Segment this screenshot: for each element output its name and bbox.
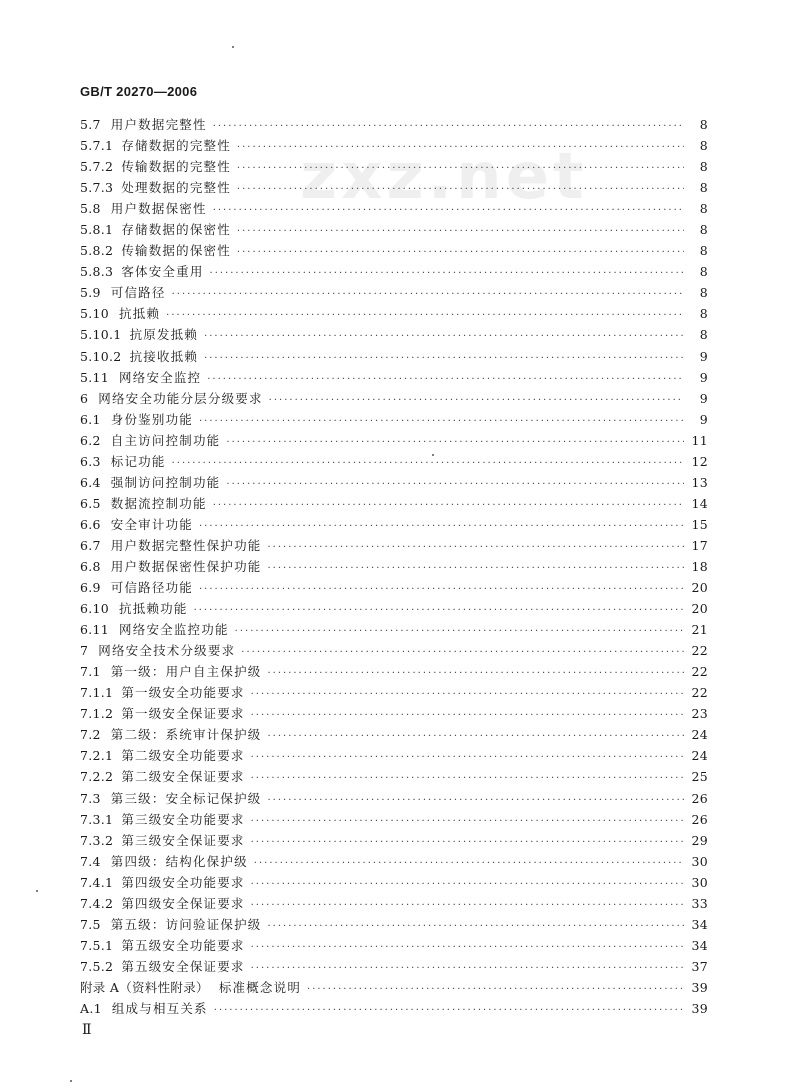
toc-section-number: 5.10 xyxy=(80,306,110,322)
toc-section-number: 附录 A（资料性附录） xyxy=(80,979,209,995)
toc-page-number: 22 xyxy=(691,664,708,680)
toc-section-title: 第四级：结构化保护级 xyxy=(110,853,248,869)
toc-section-title: 第五级安全功能要求 xyxy=(121,937,245,953)
toc-row xyxy=(80,388,708,409)
toc-section-title: 存储数据的保密性 xyxy=(121,222,231,238)
toc-leader-dots xyxy=(251,937,684,958)
toc-page-number: 20 xyxy=(691,601,708,617)
toc-row xyxy=(80,240,708,261)
toc-section-number: 6.9 xyxy=(80,580,101,596)
toc-section-number: 6.3 xyxy=(80,453,101,469)
toc-leader-dots xyxy=(204,326,684,347)
standard-code-header: GB/T 20270—2006 xyxy=(80,84,198,99)
toc-row xyxy=(80,682,708,703)
toc-row xyxy=(80,156,708,177)
toc-page-number: 26 xyxy=(691,811,708,827)
toc-row xyxy=(80,346,708,367)
table-of-contents xyxy=(80,114,708,1019)
toc-row xyxy=(80,577,708,598)
toc-section-title: 网络安全监控功能 xyxy=(119,622,229,638)
toc-page-number: 39 xyxy=(691,979,708,995)
scan-speck xyxy=(232,46,234,48)
toc-page-number: 22 xyxy=(691,643,708,659)
toc-row xyxy=(80,367,708,388)
toc-page-number: 8 xyxy=(699,264,708,280)
toc-page-number: 8 xyxy=(699,285,708,301)
toc-section-number: 5.8.3 xyxy=(80,264,114,280)
toc-section-number: A.1 xyxy=(80,1000,102,1016)
toc-page-number: 34 xyxy=(691,916,708,932)
toc-leader-dots xyxy=(207,369,684,390)
scan-speck xyxy=(36,890,38,892)
toc-row xyxy=(80,261,708,282)
toc-section-number: 6.7 xyxy=(80,537,101,553)
toc-leader-dots xyxy=(269,390,684,411)
toc-section-title: 安全审计功能 xyxy=(110,516,193,532)
toc-section-title: 第四级安全保证要求 xyxy=(121,895,245,911)
toc-leader-dots xyxy=(210,263,684,284)
toc-row xyxy=(80,703,708,724)
toc-section-number: 6.6 xyxy=(80,516,101,532)
toc-page-number: 8 xyxy=(699,243,708,259)
toc-section-number: 6.11 xyxy=(80,622,110,638)
toc-section-title: 强制访问控制功能 xyxy=(110,474,221,490)
scan-speck xyxy=(70,1080,72,1082)
toc-leader-dots xyxy=(204,348,684,369)
toc-section-number: 7.5.1 xyxy=(80,937,114,953)
toc-page-number: 30 xyxy=(691,874,708,890)
toc-page-number: 8 xyxy=(699,306,708,322)
toc-section-number: 6.4 xyxy=(80,474,101,490)
toc-section-number: 6.10 xyxy=(80,601,110,617)
toc-row xyxy=(80,135,708,156)
toc-section-title: 用户数据完整性保护功能 xyxy=(110,537,262,553)
toc-section-title: 第一级安全保证要求 xyxy=(121,706,245,722)
toc-row xyxy=(80,451,708,472)
toc-section-title: 第三级安全功能要求 xyxy=(121,811,245,827)
toc-section-title: 第四级安全功能要求 xyxy=(121,874,245,890)
toc-section-title: 网络安全功能分层分级要求 xyxy=(98,390,263,406)
toc-section-number: 6 xyxy=(80,390,89,406)
toc-section-number: 7.1.2 xyxy=(80,706,114,722)
toc-leader-dots xyxy=(172,284,684,305)
toc-section-title: 第五级安全保证要求 xyxy=(121,958,245,974)
toc-page-number: 33 xyxy=(691,895,708,911)
toc-leader-dots xyxy=(267,726,684,747)
toc-section-number: 7.1.1 xyxy=(80,685,114,701)
toc-row xyxy=(80,661,708,682)
toc-section-title: 第二级安全功能要求 xyxy=(121,748,245,764)
toc-leader-dots xyxy=(254,853,684,874)
toc-page-number: 9 xyxy=(699,411,708,427)
toc-section-title: 用户数据完整性 xyxy=(110,117,207,132)
toc-leader-dots xyxy=(251,684,684,705)
toc-page-number: 12 xyxy=(691,453,708,469)
scan-speck xyxy=(432,454,434,456)
toc-row xyxy=(80,219,708,240)
toc-page-number: 23 xyxy=(691,706,708,722)
toc-section-number: 7.2 xyxy=(80,727,101,743)
toc-page-number: 8 xyxy=(699,180,708,196)
toc-page-number: 17 xyxy=(691,537,708,553)
toc-section-number: 7.5.2 xyxy=(80,958,114,974)
toc-section-number: 5.7 xyxy=(80,117,101,132)
toc-leader-dots xyxy=(267,663,684,684)
toc-section-number: 7.4 xyxy=(80,853,101,869)
toc-row xyxy=(80,998,708,1019)
toc-page-number: 8 xyxy=(699,201,708,217)
toc-row xyxy=(80,766,708,787)
toc-row xyxy=(80,745,708,766)
toc-row xyxy=(80,724,708,745)
toc-section-title: 第五级：访问验证保护级 xyxy=(110,916,262,932)
toc-page-number: 39 xyxy=(691,1000,708,1016)
toc-page-number: 24 xyxy=(691,727,708,743)
toc-section-number: 5.10.2 xyxy=(80,348,122,364)
toc-section-number: 5.9 xyxy=(80,285,101,301)
toc-section-title: 身份鉴别功能 xyxy=(110,411,193,427)
toc-section-title: 用户数据保密性 xyxy=(110,201,207,217)
toc-row xyxy=(80,556,708,577)
toc-section-title: 抗接收抵赖 xyxy=(129,348,199,364)
toc-section-title: 自主访问控制功能 xyxy=(110,432,221,448)
toc-row xyxy=(80,324,708,345)
toc-leader-dots xyxy=(194,600,684,621)
toc-section-title: 网络安全技术分级要求 xyxy=(98,643,236,659)
toc-page-number: 22 xyxy=(691,685,708,701)
toc-section-title: 第二级：系统审计保护级 xyxy=(110,727,262,743)
toc-section-number: 7.2.2 xyxy=(80,769,114,785)
toc-section-number: 5.11 xyxy=(80,369,110,385)
page-number: Ⅱ xyxy=(82,1022,92,1038)
toc-section-title: 数据流控制功能 xyxy=(110,495,207,511)
toc-leader-dots xyxy=(213,116,684,137)
toc-leader-dots xyxy=(241,642,684,663)
toc-section-number: 5.7.3 xyxy=(80,180,114,196)
toc-row xyxy=(80,809,708,830)
toc-leader-dots xyxy=(237,137,684,158)
toc-page-number: 26 xyxy=(691,790,708,806)
toc-section-number: 5.10.1 xyxy=(80,327,122,343)
toc-row xyxy=(80,409,708,430)
toc-section-number: 5.7.1 xyxy=(80,138,114,154)
toc-section-number: 5.7.2 xyxy=(80,159,114,175)
toc-page-number: 8 xyxy=(699,117,708,132)
toc-page-number: 8 xyxy=(699,138,708,154)
toc-section-title: 传输数据的保密性 xyxy=(121,243,231,259)
toc-section-number: 7.3.2 xyxy=(80,832,114,848)
toc-page-number: 9 xyxy=(699,390,708,406)
toc-section-number: 6.2 xyxy=(80,432,101,448)
toc-section-title: 抗原发抵赖 xyxy=(129,327,199,343)
toc-section-title: 客体安全重用 xyxy=(121,264,204,280)
toc-section-number: 7.4.2 xyxy=(80,895,114,911)
toc-leader-dots xyxy=(237,242,684,263)
toc-section-number: 7.5 xyxy=(80,916,101,932)
toc-row xyxy=(80,598,708,619)
toc-page-number: 29 xyxy=(691,832,708,848)
toc-leader-dots xyxy=(251,895,684,916)
toc-leader-dots xyxy=(267,916,684,937)
toc-section-number: 6.8 xyxy=(80,558,101,574)
toc-section-title: 第三级安全保证要求 xyxy=(121,832,245,848)
toc-page-number: 8 xyxy=(699,327,708,343)
toc-section-title: 存储数据的完整性 xyxy=(121,138,231,154)
toc-leader-dots xyxy=(214,1000,684,1021)
toc-row xyxy=(80,851,708,872)
toc-row xyxy=(80,830,708,851)
toc-row xyxy=(80,472,708,493)
toc-page-number: 18 xyxy=(691,558,708,574)
toc-page-number: 13 xyxy=(691,474,708,490)
toc-section-title: 第三级：安全标记保护级 xyxy=(110,790,262,806)
toc-section-number: 7 xyxy=(80,643,89,659)
toc-section-title: 可信路径功能 xyxy=(110,580,193,596)
toc-row xyxy=(80,114,708,135)
toc-section-title: 标记功能 xyxy=(110,453,166,469)
toc-row xyxy=(80,977,708,998)
toc-leader-dots xyxy=(226,474,684,495)
toc-leader-dots xyxy=(251,958,684,979)
toc-section-title: 组成与相互关系 xyxy=(111,1000,208,1016)
toc-row xyxy=(80,893,708,914)
toc-leader-dots xyxy=(226,432,684,453)
toc-leader-dots xyxy=(166,305,684,326)
toc-section-title: 标准概念说明 xyxy=(218,979,302,995)
toc-section-title: 传输数据的完整性 xyxy=(121,159,231,175)
toc-section-number: 5.8.2 xyxy=(80,243,114,259)
toc-section-title: 处理数据的完整性 xyxy=(121,180,231,196)
toc-section-title: 第一级安全功能要求 xyxy=(121,685,245,701)
toc-row xyxy=(80,430,708,451)
toc-page-number: 21 xyxy=(691,622,708,638)
toc-section-title: 网络安全监控 xyxy=(119,369,202,385)
toc-row xyxy=(80,914,708,935)
toc-row xyxy=(80,788,708,809)
toc-section-title: 抗抵赖功能 xyxy=(119,601,188,617)
toc-page-number: 20 xyxy=(691,580,708,596)
toc-section-title: 第一级：用户自主保护级 xyxy=(110,664,262,680)
toc-row xyxy=(80,282,708,303)
toc-row xyxy=(80,198,708,219)
toc-leader-dots xyxy=(235,621,684,642)
toc-section-title: 第二级安全保证要求 xyxy=(121,769,245,785)
toc-section-number: 6.5 xyxy=(80,495,101,511)
toc-row xyxy=(80,493,708,514)
toc-leader-dots xyxy=(267,790,684,811)
toc-leader-dots xyxy=(251,768,684,789)
toc-leader-dots xyxy=(237,158,684,179)
toc-section-number: 7.1 xyxy=(80,664,101,680)
toc-section-number: 5.8 xyxy=(80,201,101,217)
toc-page-number: 14 xyxy=(691,495,708,511)
watermark: zxz.net xyxy=(300,140,588,214)
toc-leader-dots xyxy=(251,832,684,853)
toc-row xyxy=(80,935,708,956)
toc-leader-dots xyxy=(251,874,684,895)
toc-row xyxy=(80,619,708,640)
toc-leader-dots xyxy=(251,811,684,832)
toc-leader-dots xyxy=(267,558,684,579)
toc-leader-dots xyxy=(267,537,684,558)
toc-page-number: 8 xyxy=(699,159,708,175)
toc-section-number: 5.8.1 xyxy=(80,222,114,238)
toc-section-number: 7.3 xyxy=(80,790,101,806)
toc-page-number: 9 xyxy=(699,369,708,385)
toc-page-number: 37 xyxy=(691,958,708,974)
toc-leader-dots xyxy=(307,979,684,1000)
toc-leader-dots xyxy=(251,747,684,768)
toc-section-number: 7.3.1 xyxy=(80,811,114,827)
toc-page-number: 15 xyxy=(691,516,708,532)
toc-row xyxy=(80,872,708,893)
toc-section-number: 7.4.1 xyxy=(80,874,114,890)
toc-leader-dots xyxy=(172,453,684,474)
toc-section-number: 7.2.1 xyxy=(80,748,114,764)
toc-section-number: 6.1 xyxy=(80,411,101,427)
toc-leader-dots xyxy=(199,579,684,600)
toc-section-title: 用户数据保密性保护功能 xyxy=(110,558,262,574)
toc-leader-dots xyxy=(213,200,684,221)
toc-page-number: 9 xyxy=(699,348,708,364)
toc-section-title: 抗抵赖 xyxy=(119,306,161,322)
toc-page-number: 11 xyxy=(691,432,708,448)
toc-page-number: 25 xyxy=(691,769,708,785)
toc-leader-dots xyxy=(237,179,684,200)
toc-page-number: 30 xyxy=(691,853,708,869)
toc-row xyxy=(80,514,708,535)
toc-leader-dots xyxy=(237,221,684,242)
toc-row xyxy=(80,956,708,977)
toc-row xyxy=(80,535,708,556)
toc-page-number: 34 xyxy=(691,937,708,953)
toc-row xyxy=(80,303,708,324)
toc-page-number: 24 xyxy=(691,748,708,764)
toc-leader-dots xyxy=(213,495,684,516)
toc-page-number: 8 xyxy=(699,222,708,238)
toc-section-title: 可信路径 xyxy=(110,285,166,301)
toc-leader-dots xyxy=(199,411,684,432)
toc-leader-dots xyxy=(199,516,684,537)
toc-row xyxy=(80,640,708,661)
toc-leader-dots xyxy=(251,705,684,726)
toc-row xyxy=(80,177,708,198)
